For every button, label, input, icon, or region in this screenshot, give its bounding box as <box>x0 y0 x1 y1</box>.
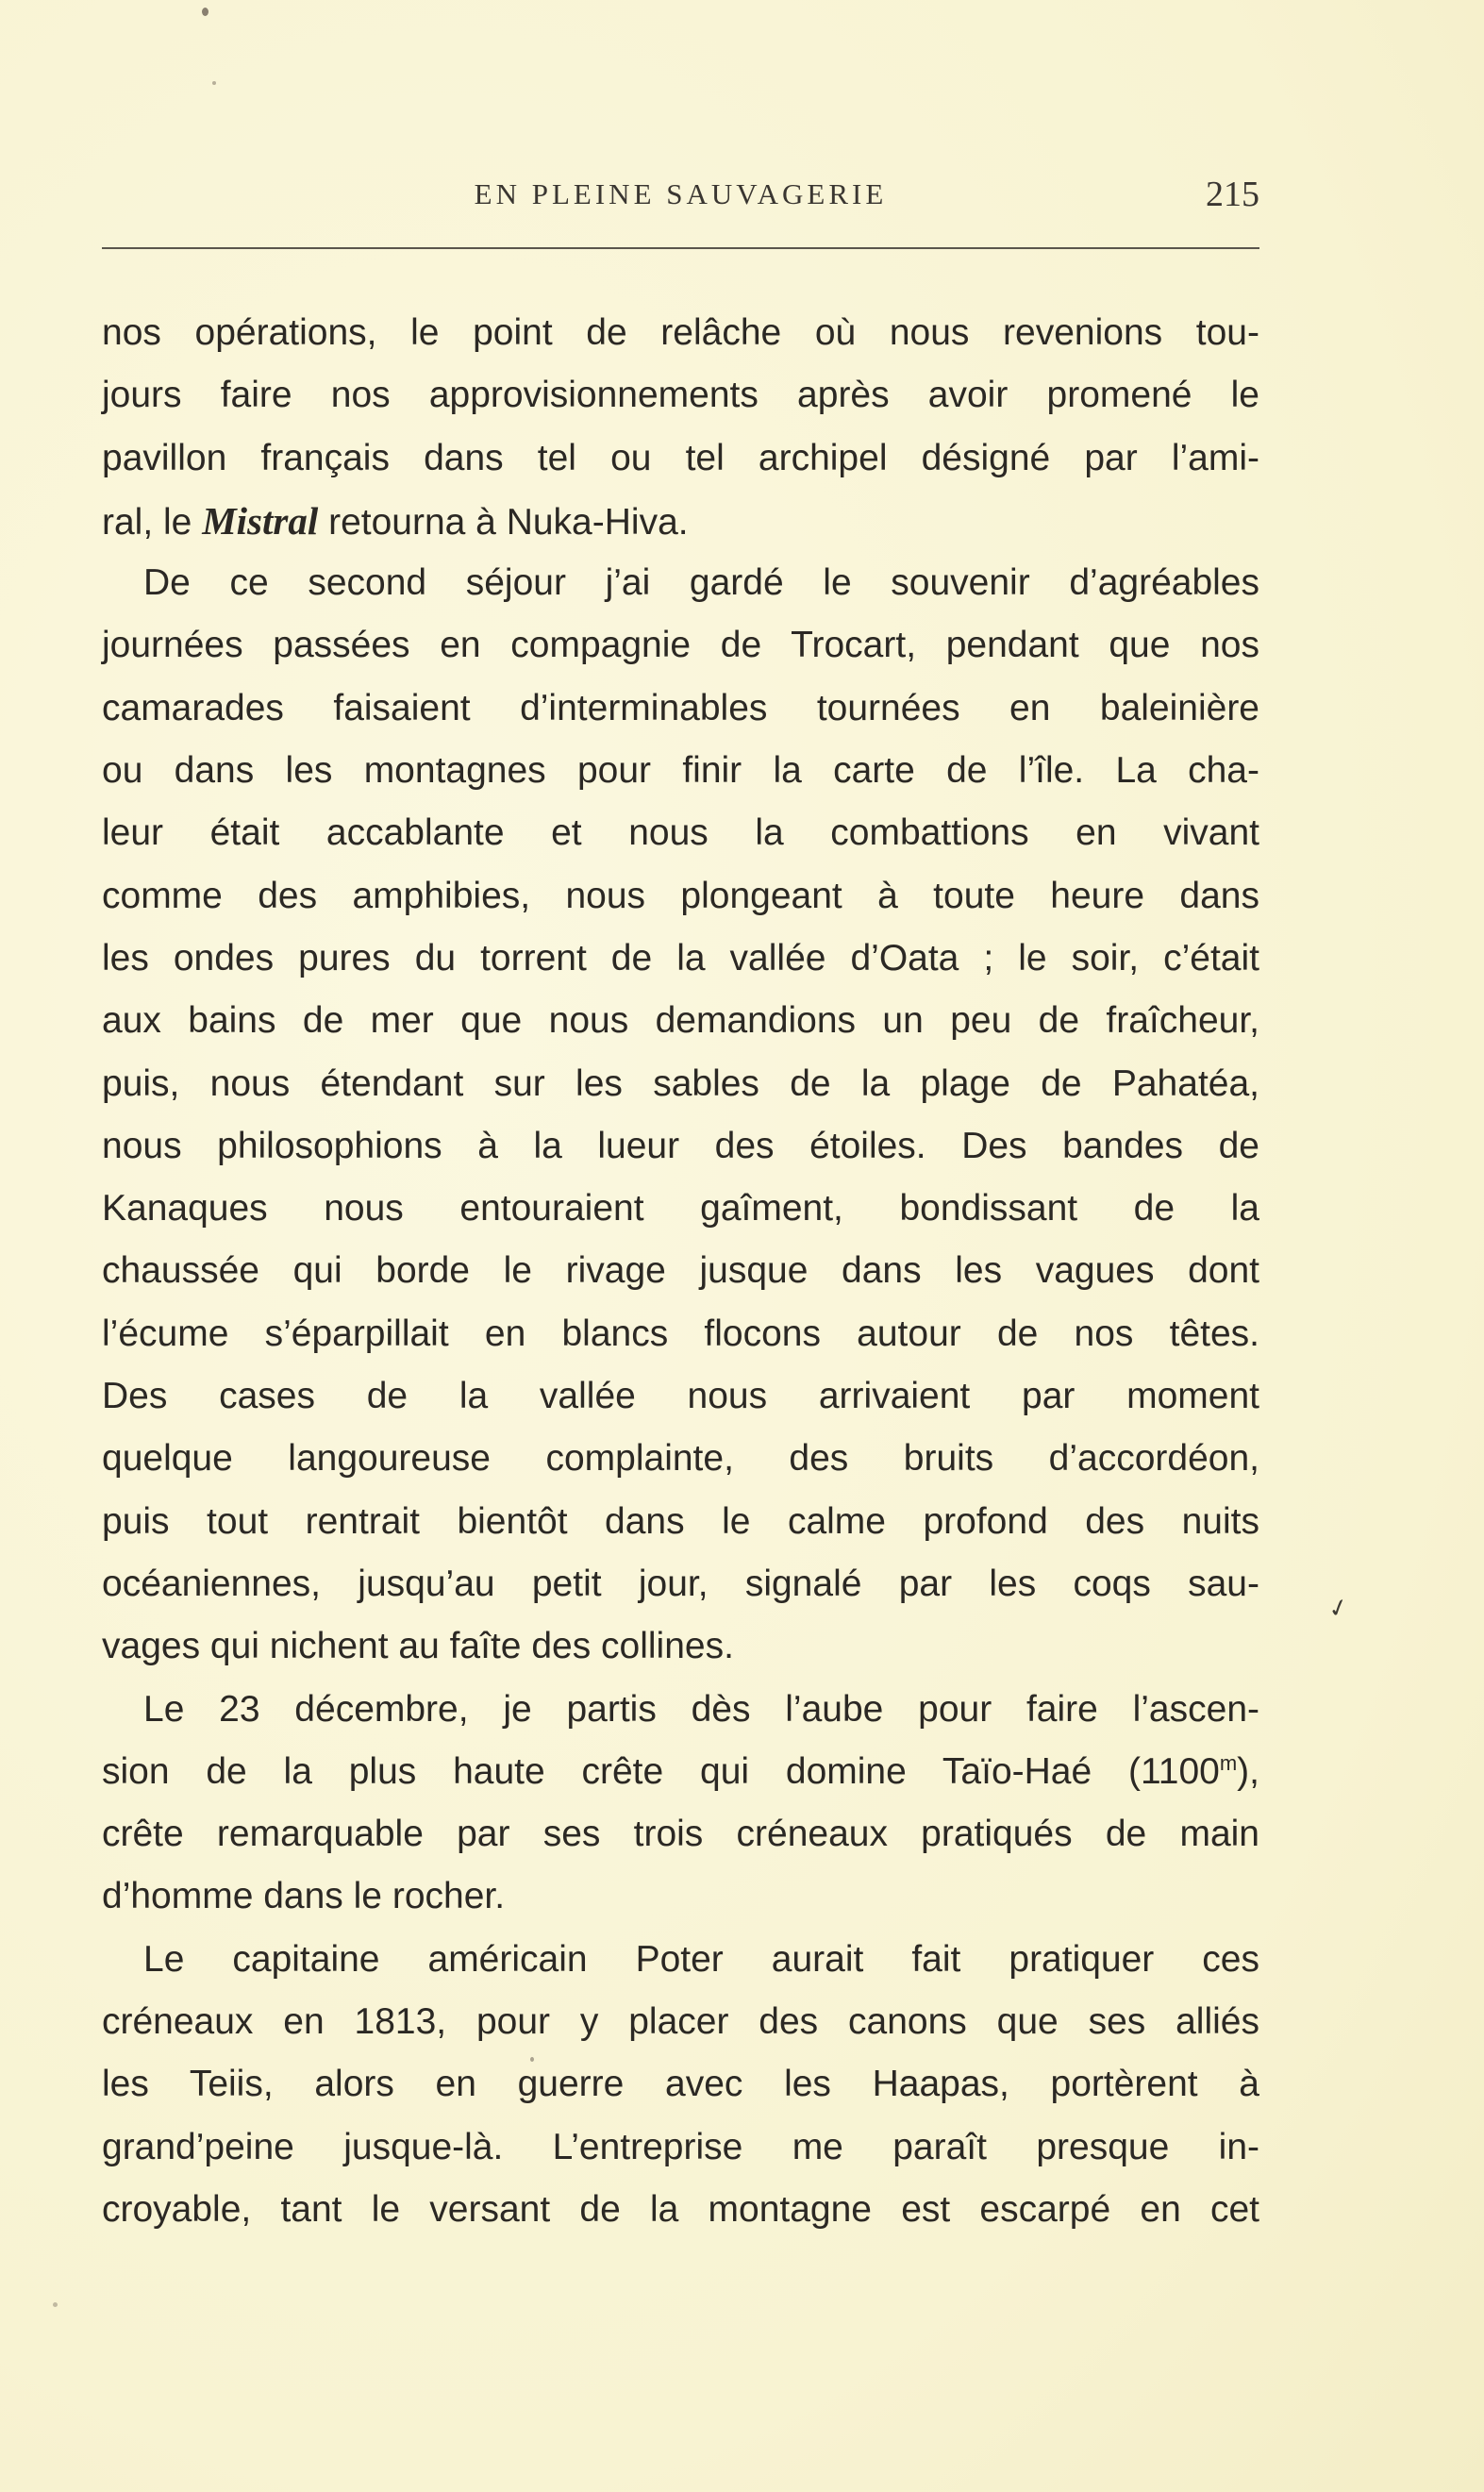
paper-speck <box>530 2057 534 2062</box>
text-line: comme des amphibies, nous plongeant à toute heure dans <box>102 875 1259 916</box>
text-line: nous philosophions à la lueur des étoiles. Des bandes de <box>102 1125 1259 1166</box>
text-line <box>102 490 1259 552</box>
header-rule <box>102 247 1259 249</box>
paper-speck <box>53 2302 58 2307</box>
text-line: journées passées en compagnie de Trocart, pendant que nos <box>102 625 1259 666</box>
running-title: EN PLEINE SAUVAGERIE <box>474 177 888 210</box>
text-line: créneaux en 1813, pour y placer des canons que ses alliés <box>102 2001 1259 2043</box>
text-line: puis, nous étendant sur les sables de la plage de Pahatéa, <box>102 1062 1259 1104</box>
text-run: retourna à Nuka-Hiva. <box>318 501 689 543</box>
body-text <box>102 302 1259 2241</box>
text-line: croyable, tant le versant de la montagne est escarpé en cet <box>102 2188 1259 2230</box>
text-line: vages qui nichent au faîte des collines. <box>102 1626 734 1667</box>
text-line: nos opérations, le point de relâche où nous revenions tou- <box>102 312 1259 353</box>
text-line: d’homme dans le rocher. <box>102 1876 506 1917</box>
text-line: pavillon français dans tel ou tel archipel désigné par l’ami- <box>102 437 1259 478</box>
text-line: jours faire nos approvisionnements après avoir promené le <box>102 375 1259 416</box>
running-head <box>102 177 1259 225</box>
paragraph-start: De ce second séjour j’ai gardé le souvenir d’agréables <box>143 562 1259 604</box>
text-line: ou dans les montagnes pour finir la carte de l’île. La cha- <box>102 750 1259 792</box>
text-line: grand’peine jusque-là. L’entreprise me paraît presque in- <box>102 2126 1259 2167</box>
paragraph-start: Le 23 décembre, je partis dès l’aube pour faire l’ascen- <box>143 1688 1259 1730</box>
paper-speck <box>212 81 216 85</box>
paper-speck <box>202 8 208 16</box>
text-line <box>102 1741 1259 1803</box>
text-line: l’écume s’éparpillait en blancs flocons autour de nos têtes. <box>102 1313 1259 1354</box>
text-line: les Teiis, alors en guerre avec les Haapas, portèrent à <box>102 2064 1259 2105</box>
text-line: aux bains de mer que nous demandions un peu de fraîcheur, <box>102 1000 1259 1042</box>
text-line: puis tout rentrait bientôt dans le calme profond des nuits <box>102 1500 1259 1542</box>
text-line: Des cases de la vallée nous arrivaient par moment <box>102 1376 1259 1417</box>
text-line: Kanaques nous entouraient gaîment, bondissant de la <box>102 1188 1259 1229</box>
text-line: les ondes pures du torrent de la vallée d’Oata ; le soir, c’était <box>102 937 1259 978</box>
ship-name: Mistral <box>202 498 319 543</box>
text-line: crête remarquable par ses trois créneaux pratiqués de main <box>102 1814 1259 1855</box>
text-line: camarades faisaient d’interminables tournées en baleinière <box>102 687 1259 728</box>
text-line: chaussée qui borde le rivage jusque dans les vagues dont <box>102 1250 1259 1292</box>
text-line: leur était accablante et nous la combattions en vivant <box>102 812 1259 854</box>
superscript-unit: m <box>1219 1750 1238 1775</box>
paragraph-start: Le capitaine américain Poter aurait fait pratiquer ces <box>143 1938 1259 1980</box>
text-run: ), <box>1237 1750 1259 1792</box>
text-run: sion de la plus haute crête qui domine Taïo-Haé (1100 <box>102 1750 1220 1792</box>
text-line: océaniennes, jusqu’au petit jour, signalé par les coqs sau- <box>102 1563 1259 1604</box>
text-line: quelque langoureuse complainte, des bruits d’accordéon, <box>102 1438 1259 1480</box>
text-run: ral, le <box>102 501 203 543</box>
margin-check-mark: ✓ <box>1325 1592 1353 1626</box>
page-number: 215 <box>1206 175 1259 214</box>
